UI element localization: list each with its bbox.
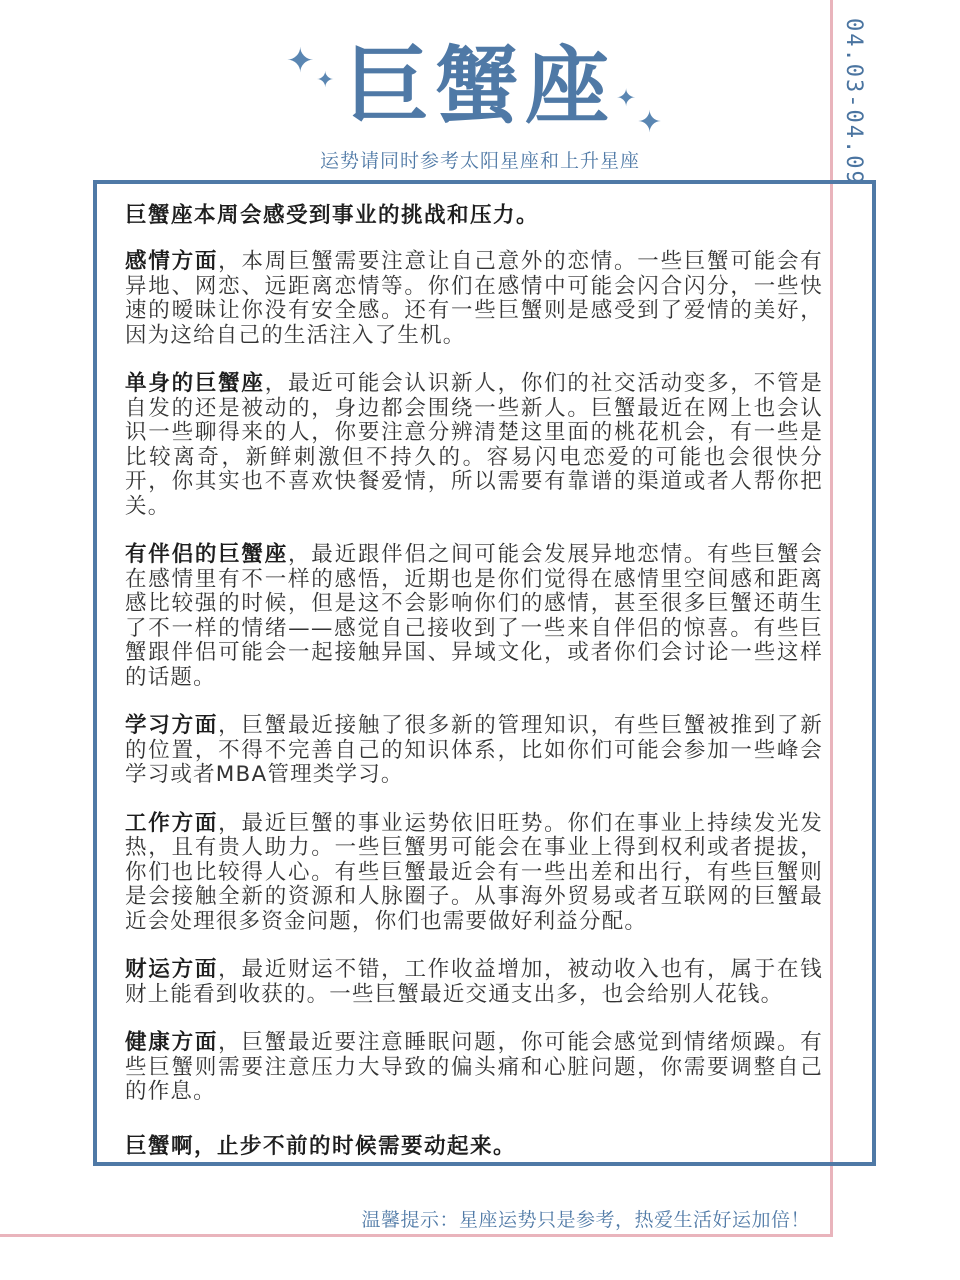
section-label: 财运方面: [125, 957, 219, 982]
section-work: [125, 812, 823, 935]
horoscope-content-box: [93, 180, 876, 1166]
headline: 巨蟹座本周会感受到事业的挑战和压力。: [125, 203, 540, 228]
page-title: 巨蟹座: [344, 37, 615, 135]
date-range: 04.03-04.09: [841, 18, 866, 186]
section-text: ，最近财运不错，工作收益增加，被动收入也有，属于在钱财上能看到收获的。一些巨蟹最近交通支出多，也会给别人花钱。: [125, 957, 824, 1007]
section-label: 健康方面: [125, 1030, 219, 1055]
section-wealth: [125, 958, 823, 1007]
sparkle-star-icon: ✦: [286, 41, 315, 81]
pink-horizontal-rule: [0, 1234, 833, 1237]
section-text: ，本周巨蟹需要注意让自己意外的恋情。一些巨蟹可能会有异地、网恋、远距离恋情等。你们在感情中可能会闪合闪分，一些快速的暧昧让你没有安全感。还有一些巨蟹则是感受到了爱情的美好，因为这给自己的生活注入了生机。: [125, 249, 824, 348]
section-text: ，巨蟹最近接触了很多新的管理知识，有些巨蟹被推到了新的位置，不得不完善自己的知识体系，比如你们可能会参加一些峰会学习或者MBA管理类学习。: [125, 713, 824, 787]
section-text: ，最近跟伴侣之间可能会发展异地恋情。有些巨蟹会在感情里有不一样的感悟，近期也是你们觉得在感情里空间感和距离感比较强的时候，但是这不会影响你们的感情，甚至很多巨蟹还萌生了不一样的情绪——感觉自己接收到了一些来自伴侣的惊喜。有些巨蟹跟伴侣可能会一起接触异国、异域文化，或者你们会讨论一些这样的话题。: [125, 542, 824, 690]
section-label: 感情方面: [125, 249, 219, 274]
section-partnered: [125, 543, 823, 690]
section-text: ，最近可能会认识新人，你们的社交活动变多，不管是自发的还是被动的，身边都会围绕一些新人。巨蟹最近在网上也会认识一些聊得来的人，你要注意分辨清楚这里面的桃花机会，有一些是比较离奇，新鲜刺激但不持久的。容易闪电恋爱的可能也会很快分开，你其实也不喜欢快餐爱情，所以需要有靠谱的渠道或者人帮你把关。: [125, 371, 823, 519]
section-label: 单身的巨蟹座: [125, 371, 265, 396]
section-label: 学习方面: [125, 713, 219, 738]
horoscope-content: [125, 198, 823, 1160]
section-love: [125, 250, 823, 348]
section-single: [125, 372, 823, 519]
section-label: 有伴侣的巨蟹座: [125, 542, 289, 567]
section-text: ，最近巨蟹的事业运势依旧旺势。你们在事业上持续发光发热，且有贵人助力。一些巨蟹男可能会在事业上得到权利或者提拔，你们也比较得人心。有些巨蟹最近会有一些出差和出行，有些巨蟹则是会接触全新的资源和人脉圈子。从事海外贸易或者互联网的巨蟹最近会处理很多资金问题，你们也需要做好利益分配。: [125, 810, 824, 934]
sparkle-star-icon: ✦: [616, 84, 637, 112]
sparkle-star-icon: ✦: [637, 105, 663, 140]
section-study: [125, 714, 823, 788]
footer-note: 温馨提示：星座运势只是参考，热爱生活好运加倍！: [361, 1209, 810, 1231]
sparkle-star-icon: ✦: [316, 68, 335, 93]
page-subtitle: 运势请同时参考太阳星座和上升星座: [319, 150, 640, 172]
section-health: [125, 1031, 823, 1105]
section-text: ，巨蟹最近要注意睡眠问题，你可能会感觉到情绪烦躁。有些巨蟹则需要注意压力大导致的偏头痛和心脏问题，你需要调整自己的作息。: [125, 1030, 824, 1104]
closing-line: 巨蟹啊，止步不前的时候需要动起来。: [125, 1133, 517, 1159]
section-label: 工作方面: [125, 810, 219, 836]
